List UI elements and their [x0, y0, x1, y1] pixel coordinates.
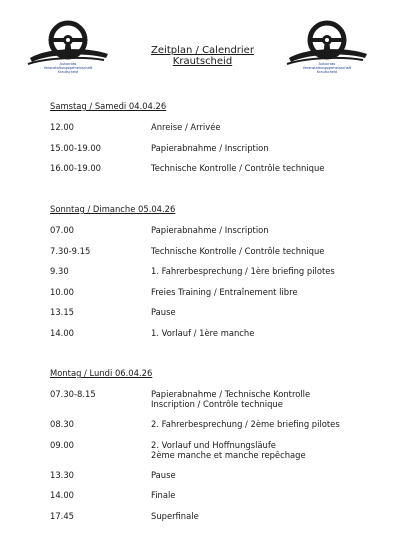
activity-cell: Anreise / Arrivée — [151, 122, 221, 132]
schedule-row — [50, 470, 380, 480]
activity-cell: Pause — [151, 469, 176, 480]
time-cell: 14.00 — [50, 327, 74, 338]
activity-cell: Finale — [151, 490, 176, 500]
title-line-1: Zeitplan / Calendrier — [151, 45, 254, 56]
activity-cell: Superfinale — [151, 510, 199, 521]
schedule-row — [50, 440, 380, 460]
time-cell: 09.00 — [50, 439, 74, 450]
activity-cell: 1. Vorlauf / 1ère manche — [151, 327, 255, 338]
logo-text — [285, 62, 369, 75]
logo-text-line: Krautscheid — [316, 70, 338, 75]
schedule-row — [50, 225, 380, 235]
schedule-row — [50, 287, 380, 297]
logo-text-line: Krautscheid — [57, 70, 79, 75]
schedule-row — [50, 490, 380, 500]
schedule-section-monday — [50, 368, 380, 531]
logo-text-line: Veranstaltungsgemeinschaft — [43, 66, 93, 71]
activity-cell: Technische Kontrolle / Contrôle technique — [151, 163, 325, 173]
schedule-section-sunday — [50, 204, 380, 348]
activity-cell: Papierabnahme / Technische Kontrolle Inscription / Contrôle technique — [151, 389, 311, 409]
schedule-row — [50, 266, 380, 276]
section-heading: Samstag / Samedi 04.04.26 — [50, 101, 167, 111]
logo-text-line: Veranstaltungsgemeinschaft — [302, 66, 352, 71]
schedule-row — [50, 328, 380, 338]
schedule-row — [50, 511, 380, 521]
time-cell: 13.15 — [50, 307, 74, 317]
time-cell: 12.00 — [50, 122, 74, 132]
logo-text-line: Autocross — [318, 62, 336, 66]
time-cell: 15.00-19.00 — [50, 142, 101, 153]
section-heading: Montag / Lundi 06.04.26 — [50, 368, 153, 378]
activity-cell: 1. Fahrerbesprechung / 1ère briefing pilotes — [151, 266, 335, 276]
page-title — [110, 45, 295, 67]
activity-cell: Freies Training / Entraînement libre — [151, 286, 298, 297]
time-cell: 7.30-9.15 — [50, 245, 91, 256]
activity-cell: Papierabnahme / Inscription — [151, 225, 269, 235]
schedule-row — [50, 307, 380, 317]
section-heading: Sonntag / Dimanche 05.04.26 — [50, 204, 176, 214]
logo-right — [285, 18, 369, 82]
schedule-row — [50, 389, 380, 409]
time-cell: 17.45 — [50, 510, 74, 521]
schedule-row — [50, 122, 380, 132]
time-cell: 07.30-8.15 — [50, 389, 96, 399]
time-cell: 14.00 — [50, 490, 74, 500]
activity-cell: Pause — [151, 307, 176, 317]
activity-cell: 2. Vorlauf und Hoffnungsläufe 2ème manche et manche repêchage — [151, 439, 306, 460]
schedule-row — [50, 419, 380, 429]
schedule-section-saturday — [50, 101, 380, 184]
title-line-2: Krautscheid — [172, 56, 233, 67]
time-cell: 10.00 — [50, 286, 74, 297]
logo-left — [26, 18, 110, 82]
schedule-row — [50, 163, 380, 173]
activity-cell: 2. Fahrerbesprechung / 2ème briefing pilotes — [151, 419, 340, 429]
time-cell: 13.30 — [50, 469, 74, 480]
schedule-row — [50, 143, 380, 153]
time-cell: 9.30 — [50, 266, 69, 276]
activity-cell: Papierabnahme / Inscription — [151, 142, 269, 153]
activity-cell: Technische Kontrolle / Contrôle technique — [151, 245, 325, 256]
time-cell: 08.30 — [50, 419, 74, 429]
time-cell: 16.00-19.00 — [50, 163, 101, 173]
logo-text-line: Autocross — [59, 62, 77, 66]
time-cell: 07.00 — [50, 225, 74, 235]
schedule-row — [50, 246, 380, 256]
logo-text — [26, 62, 110, 75]
